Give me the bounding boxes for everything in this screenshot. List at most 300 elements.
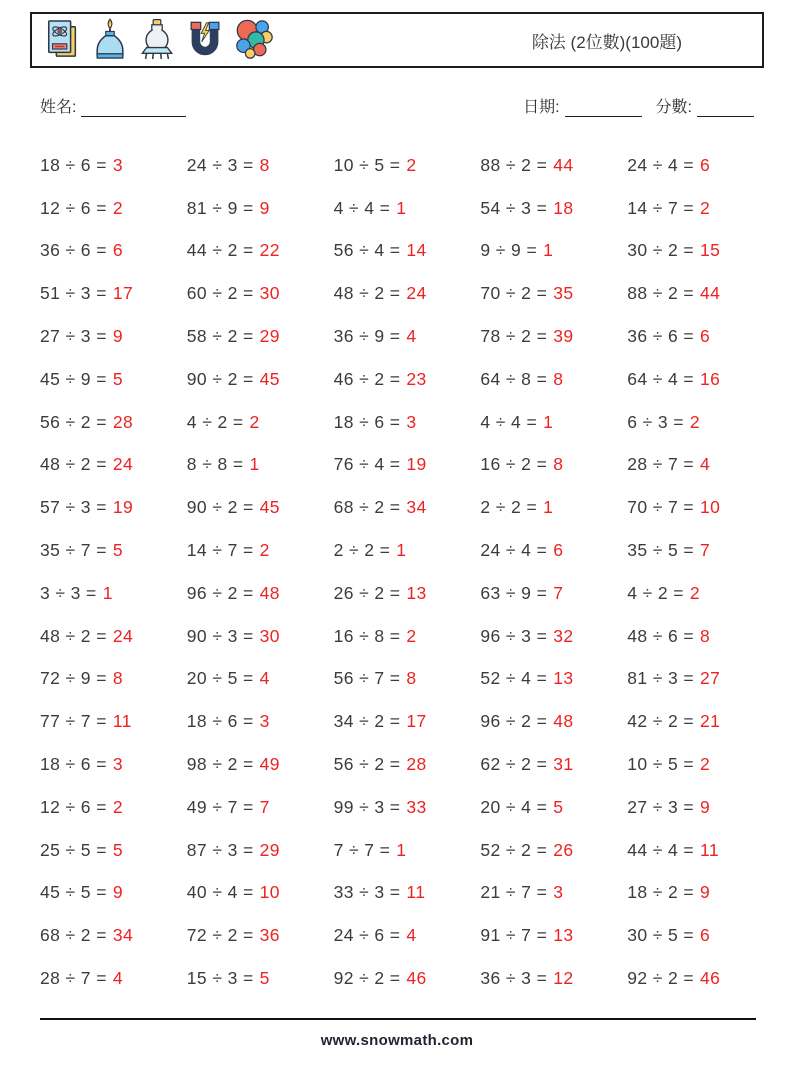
problem-answer: 8 — [700, 626, 710, 647]
problem-expression: 49 ÷ 7 = — [187, 797, 254, 818]
problem-cell — [324, 187, 471, 230]
problem-expression: 63 ÷ 9 = — [480, 583, 547, 604]
problem-expression: 40 ÷ 4 = — [187, 882, 254, 903]
score-label: 分數: — [656, 94, 692, 117]
problem-expression: 10 ÷ 5 = — [334, 155, 401, 176]
problem-answer: 11 — [700, 840, 719, 861]
problem-cell — [177, 444, 324, 487]
problem-cell — [324, 230, 471, 273]
problem-answer: 5 — [553, 797, 563, 818]
problem-answer: 1 — [396, 198, 406, 219]
problem-cell — [30, 486, 177, 529]
problem-cell — [177, 187, 324, 230]
problem-expression: 18 ÷ 6 = — [40, 155, 107, 176]
name-blank-line — [81, 102, 186, 117]
problem-expression: 91 ÷ 7 = — [480, 925, 547, 946]
problem-answer: 2 — [249, 412, 259, 433]
problem-expression: 56 ÷ 4 = — [334, 240, 401, 261]
problem-cell — [470, 358, 617, 401]
problem-expression: 16 ÷ 2 = — [480, 454, 547, 475]
problem-cell — [617, 658, 764, 701]
problem-cell — [324, 401, 471, 444]
problem-cell — [324, 829, 471, 872]
problem-cell — [177, 914, 324, 957]
problem-cell — [470, 872, 617, 915]
problem-answer: 35 — [553, 283, 573, 304]
problem-answer: 9 — [113, 326, 123, 347]
problem-cell — [617, 743, 764, 786]
problem-cell — [470, 572, 617, 615]
problem-answer: 16 — [700, 369, 720, 390]
problem-cell — [177, 230, 324, 273]
problem-cell — [30, 187, 177, 230]
problem-cell — [177, 786, 324, 829]
problem-expression: 90 ÷ 3 = — [187, 626, 254, 647]
problem-answer: 24 — [406, 283, 426, 304]
problem-answer: 1 — [396, 540, 406, 561]
problem-answer: 1 — [396, 840, 406, 861]
score-blank-line — [697, 102, 754, 117]
problem-answer: 46 — [406, 968, 426, 989]
problem-answer: 28 — [406, 754, 426, 775]
problem-answer: 24 — [113, 454, 133, 475]
problem-expression: 24 ÷ 4 = — [480, 540, 547, 561]
problem-answer: 39 — [553, 326, 573, 347]
problem-cell — [470, 829, 617, 872]
problem-cell — [324, 743, 471, 786]
problem-expression: 90 ÷ 2 = — [187, 369, 254, 390]
molecule-icon — [234, 18, 274, 62]
problem-answer: 1 — [103, 583, 113, 604]
problem-cell — [324, 957, 471, 1000]
problem-expression: 14 ÷ 7 = — [627, 198, 694, 219]
problem-cell — [470, 444, 617, 487]
problem-expression: 92 ÷ 2 = — [334, 968, 401, 989]
problem-cell — [617, 230, 764, 273]
problem-answer: 2 — [700, 754, 710, 775]
problem-expression: 62 ÷ 2 = — [480, 754, 547, 775]
problem-answer: 27 — [700, 668, 720, 689]
problem-cell — [617, 144, 764, 187]
problem-cell — [617, 786, 764, 829]
problem-answer: 4 — [406, 326, 416, 347]
problem-answer: 8 — [553, 454, 563, 475]
problem-expression: 4 ÷ 2 = — [627, 583, 684, 604]
problem-cell — [324, 358, 471, 401]
problem-expression: 68 ÷ 2 = — [40, 925, 107, 946]
problem-cell — [470, 187, 617, 230]
problem-answer: 19 — [113, 497, 133, 518]
problem-expression: 24 ÷ 6 = — [334, 925, 401, 946]
problem-cell — [177, 700, 324, 743]
problem-cell — [30, 572, 177, 615]
problem-cell — [177, 743, 324, 786]
date-field — [523, 94, 641, 117]
problem-answer: 7 — [260, 797, 270, 818]
problem-cell — [30, 144, 177, 187]
problem-cell — [617, 700, 764, 743]
problem-expression: 46 ÷ 2 = — [334, 369, 401, 390]
problem-expression: 68 ÷ 2 = — [334, 497, 401, 518]
problem-cell — [30, 700, 177, 743]
problem-expression: 8 ÷ 8 = — [187, 454, 244, 475]
problem-expression: 57 ÷ 3 = — [40, 497, 107, 518]
problem-expression: 48 ÷ 2 = — [334, 283, 401, 304]
date-score-fields — [523, 94, 754, 117]
problem-expression: 16 ÷ 8 = — [334, 626, 401, 647]
problem-cell — [324, 444, 471, 487]
problem-answer: 1 — [543, 497, 553, 518]
problem-answer: 9 — [113, 882, 123, 903]
problem-answer: 46 — [700, 968, 720, 989]
problem-answer: 6 — [553, 540, 563, 561]
problem-cell — [30, 358, 177, 401]
problem-answer: 19 — [406, 454, 426, 475]
problem-cell — [470, 486, 617, 529]
problem-cell — [30, 401, 177, 444]
problem-expression: 58 ÷ 2 = — [187, 326, 254, 347]
problem-answer: 13 — [553, 668, 573, 689]
header-icons — [40, 18, 274, 62]
problem-answer: 4 — [113, 968, 123, 989]
problem-answer: 10 — [700, 497, 720, 518]
problem-cell — [617, 872, 764, 915]
problem-answer: 29 — [260, 326, 280, 347]
problem-expression: 36 ÷ 6 = — [40, 240, 107, 261]
problem-cell — [470, 529, 617, 572]
problem-answer: 44 — [553, 155, 573, 176]
problem-answer: 22 — [260, 240, 280, 261]
problem-cell — [470, 615, 617, 658]
problem-expression: 6 ÷ 3 = — [627, 412, 684, 433]
problem-answer: 3 — [113, 754, 123, 775]
problem-expression: 12 ÷ 6 = — [40, 198, 107, 219]
problem-answer: 4 — [260, 668, 270, 689]
problem-answer: 2 — [113, 797, 123, 818]
problem-answer: 14 — [406, 240, 426, 261]
problem-expression: 77 ÷ 7 = — [40, 711, 107, 732]
problem-expression: 35 ÷ 7 = — [40, 540, 107, 561]
problem-answer: 8 — [113, 668, 123, 689]
problem-expression: 33 ÷ 3 = — [334, 882, 401, 903]
problem-cell — [177, 572, 324, 615]
problem-answer: 34 — [406, 497, 426, 518]
problem-cell — [177, 615, 324, 658]
problem-expression: 88 ÷ 2 = — [627, 283, 694, 304]
problem-answer: 5 — [260, 968, 270, 989]
problem-cell — [617, 957, 764, 1000]
problem-expression: 36 ÷ 9 = — [334, 326, 401, 347]
problem-cell — [617, 829, 764, 872]
problem-expression: 92 ÷ 2 = — [627, 968, 694, 989]
problem-cell — [617, 187, 764, 230]
problem-cell — [470, 700, 617, 743]
problem-expression: 18 ÷ 6 = — [334, 412, 401, 433]
problem-cell — [324, 658, 471, 701]
problem-expression: 72 ÷ 9 = — [40, 668, 107, 689]
problem-answer: 6 — [700, 155, 710, 176]
problem-cell — [177, 401, 324, 444]
problem-expression: 14 ÷ 7 = — [187, 540, 254, 561]
problem-expression: 24 ÷ 3 = — [187, 155, 254, 176]
problem-cell — [177, 358, 324, 401]
problem-cell — [30, 957, 177, 1000]
website-url: www.snowmath.com — [30, 1032, 764, 1049]
problem-expression: 26 ÷ 2 = — [334, 583, 401, 604]
problem-cell — [324, 786, 471, 829]
problem-answer: 17 — [113, 283, 133, 304]
problem-expression: 18 ÷ 6 = — [40, 754, 107, 775]
problem-answer: 15 — [700, 240, 720, 261]
problem-answer: 24 — [113, 626, 133, 647]
problem-cell — [324, 914, 471, 957]
problem-answer: 48 — [260, 583, 280, 604]
problem-cell — [324, 615, 471, 658]
problem-cell — [617, 615, 764, 658]
problem-expression: 25 ÷ 5 = — [40, 840, 107, 861]
problem-cell — [617, 315, 764, 358]
problem-expression: 56 ÷ 2 = — [334, 754, 401, 775]
problem-expression: 52 ÷ 4 = — [480, 668, 547, 689]
problem-cell — [30, 529, 177, 572]
problem-expression: 44 ÷ 4 = — [627, 840, 694, 861]
date-label: 日期: — [523, 94, 559, 117]
problem-cell — [30, 743, 177, 786]
problem-expression: 45 ÷ 9 = — [40, 369, 107, 390]
problem-expression: 48 ÷ 6 = — [627, 626, 694, 647]
problem-expression: 51 ÷ 3 = — [40, 283, 107, 304]
problem-expression: 42 ÷ 2 = — [627, 711, 694, 732]
problem-cell — [30, 615, 177, 658]
problem-expression: 27 ÷ 3 = — [40, 326, 107, 347]
problem-expression: 70 ÷ 2 = — [480, 283, 547, 304]
problem-answer: 6 — [700, 925, 710, 946]
problem-expression: 81 ÷ 9 = — [187, 198, 254, 219]
header-box — [30, 12, 764, 68]
problem-answer: 1 — [543, 412, 553, 433]
problem-cell — [177, 957, 324, 1000]
problem-expression: 99 ÷ 3 = — [334, 797, 401, 818]
problem-expression: 54 ÷ 3 = — [480, 198, 547, 219]
problem-answer: 36 — [260, 925, 280, 946]
problem-expression: 44 ÷ 2 = — [187, 240, 254, 261]
problem-cell — [470, 743, 617, 786]
problem-answer: 2 — [690, 412, 700, 433]
problem-cell — [177, 272, 324, 315]
problem-cell — [324, 315, 471, 358]
problem-answer: 18 — [553, 198, 573, 219]
problem-cell — [177, 829, 324, 872]
problem-answer: 30 — [260, 283, 280, 304]
problem-answer: 9 — [700, 797, 710, 818]
problem-answer: 6 — [113, 240, 123, 261]
date-blank-line — [565, 102, 642, 117]
fields-row — [30, 94, 764, 117]
worksheet-page — [0, 12, 794, 1065]
problem-answer: 21 — [700, 711, 720, 732]
problem-cell — [617, 572, 764, 615]
problem-answer: 4 — [406, 925, 416, 946]
problem-expression: 88 ÷ 2 = — [480, 155, 547, 176]
problem-expression: 9 ÷ 9 = — [480, 240, 537, 261]
problem-cell — [30, 786, 177, 829]
problem-cell — [324, 144, 471, 187]
science-book-icon — [44, 18, 82, 62]
problem-expression: 52 ÷ 2 = — [480, 840, 547, 861]
problem-expression: 30 ÷ 5 = — [627, 925, 694, 946]
page-title: 除法 (2位數)(100題) — [532, 28, 682, 53]
problem-cell — [177, 486, 324, 529]
problem-cell — [470, 230, 617, 273]
problem-cell — [30, 914, 177, 957]
problem-cell — [177, 144, 324, 187]
problem-expression: 56 ÷ 7 = — [334, 668, 401, 689]
problem-expression: 34 ÷ 2 = — [334, 711, 401, 732]
problem-expression: 60 ÷ 2 = — [187, 283, 254, 304]
problem-answer: 5 — [113, 840, 123, 861]
problem-cell — [177, 658, 324, 701]
problem-answer: 28 — [113, 412, 133, 433]
problem-expression: 30 ÷ 2 = — [627, 240, 694, 261]
problem-cell — [617, 401, 764, 444]
problem-cell — [470, 144, 617, 187]
problem-cell — [30, 315, 177, 358]
problem-expression: 64 ÷ 4 = — [627, 369, 694, 390]
problem-expression: 96 ÷ 2 = — [187, 583, 254, 604]
flask-icon — [138, 18, 176, 62]
problem-expression: 90 ÷ 2 = — [187, 497, 254, 518]
problem-answer: 6 — [700, 326, 710, 347]
name-field — [40, 94, 186, 117]
problem-answer: 30 — [260, 626, 280, 647]
problem-answer: 3 — [113, 155, 123, 176]
problem-answer: 11 — [406, 882, 425, 903]
problem-expression: 28 ÷ 7 = — [40, 968, 107, 989]
score-field — [656, 94, 754, 117]
problem-answer: 9 — [700, 882, 710, 903]
problem-expression: 45 ÷ 5 = — [40, 882, 107, 903]
problem-expression: 4 ÷ 4 = — [334, 198, 391, 219]
problem-answer: 2 — [113, 198, 123, 219]
problem-cell — [177, 529, 324, 572]
problem-expression: 20 ÷ 5 = — [187, 668, 254, 689]
problem-answer: 9 — [260, 198, 270, 219]
problem-expression: 36 ÷ 3 = — [480, 968, 547, 989]
problem-expression: 64 ÷ 8 = — [480, 369, 547, 390]
problem-expression: 36 ÷ 6 = — [627, 326, 694, 347]
problem-answer: 10 — [260, 882, 280, 903]
problem-expression: 98 ÷ 2 = — [187, 754, 254, 775]
problem-answer: 8 — [260, 155, 270, 176]
problem-cell — [470, 786, 617, 829]
problem-answer: 44 — [700, 283, 720, 304]
problem-answer: 26 — [553, 840, 573, 861]
problem-answer: 3 — [553, 882, 563, 903]
problem-expression: 96 ÷ 3 = — [480, 626, 547, 647]
problem-cell — [470, 272, 617, 315]
problem-answer: 11 — [113, 711, 132, 732]
alcohol-lamp-icon — [91, 18, 129, 62]
problem-answer: 7 — [553, 583, 563, 604]
problem-expression: 27 ÷ 3 = — [627, 797, 694, 818]
problem-expression: 28 ÷ 7 = — [627, 454, 694, 475]
problem-answer: 2 — [700, 198, 710, 219]
problem-expression: 18 ÷ 2 = — [627, 882, 694, 903]
magnet-icon — [185, 18, 225, 62]
problem-cell — [470, 658, 617, 701]
problem-cell — [324, 529, 471, 572]
problem-cell — [617, 444, 764, 487]
problem-cell — [30, 658, 177, 701]
problem-answer: 13 — [406, 583, 426, 604]
problem-cell — [324, 700, 471, 743]
problem-expression: 4 ÷ 4 = — [480, 412, 537, 433]
problem-cell — [617, 358, 764, 401]
problem-answer: 17 — [406, 711, 426, 732]
problem-cell — [30, 272, 177, 315]
problem-answer: 2 — [260, 540, 270, 561]
problem-cell — [324, 872, 471, 915]
problem-expression: 78 ÷ 2 = — [480, 326, 547, 347]
problem-answer: 1 — [543, 240, 553, 261]
problem-answer: 32 — [553, 626, 573, 647]
problem-expression: 10 ÷ 5 = — [627, 754, 694, 775]
problem-expression: 7 ÷ 7 = — [334, 840, 391, 861]
problem-expression: 24 ÷ 4 = — [627, 155, 694, 176]
problem-answer: 12 — [553, 968, 573, 989]
problem-cell — [617, 272, 764, 315]
problem-expression: 72 ÷ 2 = — [187, 925, 254, 946]
problem-expression: 76 ÷ 4 = — [334, 454, 401, 475]
problem-cell — [177, 872, 324, 915]
problem-answer: 2 — [690, 583, 700, 604]
problem-expression: 21 ÷ 7 = — [480, 882, 547, 903]
problem-expression: 48 ÷ 2 = — [40, 454, 107, 475]
problem-answer: 5 — [113, 369, 123, 390]
name-label: 姓名: — [40, 94, 76, 117]
problem-answer: 34 — [113, 925, 133, 946]
problem-expression: 12 ÷ 6 = — [40, 797, 107, 818]
problem-cell — [324, 272, 471, 315]
problem-answer: 7 — [700, 540, 710, 561]
problem-answer: 31 — [553, 754, 573, 775]
problem-expression: 35 ÷ 5 = — [627, 540, 694, 561]
problem-cell — [617, 529, 764, 572]
problem-expression: 96 ÷ 2 = — [480, 711, 547, 732]
problem-answer: 1 — [249, 454, 259, 475]
problem-cell — [30, 444, 177, 487]
problem-expression: 3 ÷ 3 = — [40, 583, 97, 604]
problem-answer: 2 — [406, 155, 416, 176]
problem-cell — [324, 572, 471, 615]
problem-answer: 8 — [406, 668, 416, 689]
problem-answer: 29 — [260, 840, 280, 861]
problems-grid — [30, 144, 764, 1000]
problem-expression: 15 ÷ 3 = — [187, 968, 254, 989]
problem-answer: 45 — [260, 369, 280, 390]
problem-expression: 70 ÷ 7 = — [627, 497, 694, 518]
problem-answer: 23 — [406, 369, 426, 390]
problem-cell — [617, 486, 764, 529]
problem-expression: 56 ÷ 2 = — [40, 412, 107, 433]
problem-answer: 48 — [553, 711, 573, 732]
problem-expression: 4 ÷ 2 = — [187, 412, 244, 433]
problem-cell — [617, 914, 764, 957]
problem-cell — [470, 401, 617, 444]
problem-answer: 33 — [406, 797, 426, 818]
footer-divider — [40, 1018, 756, 1020]
problem-cell — [30, 829, 177, 872]
